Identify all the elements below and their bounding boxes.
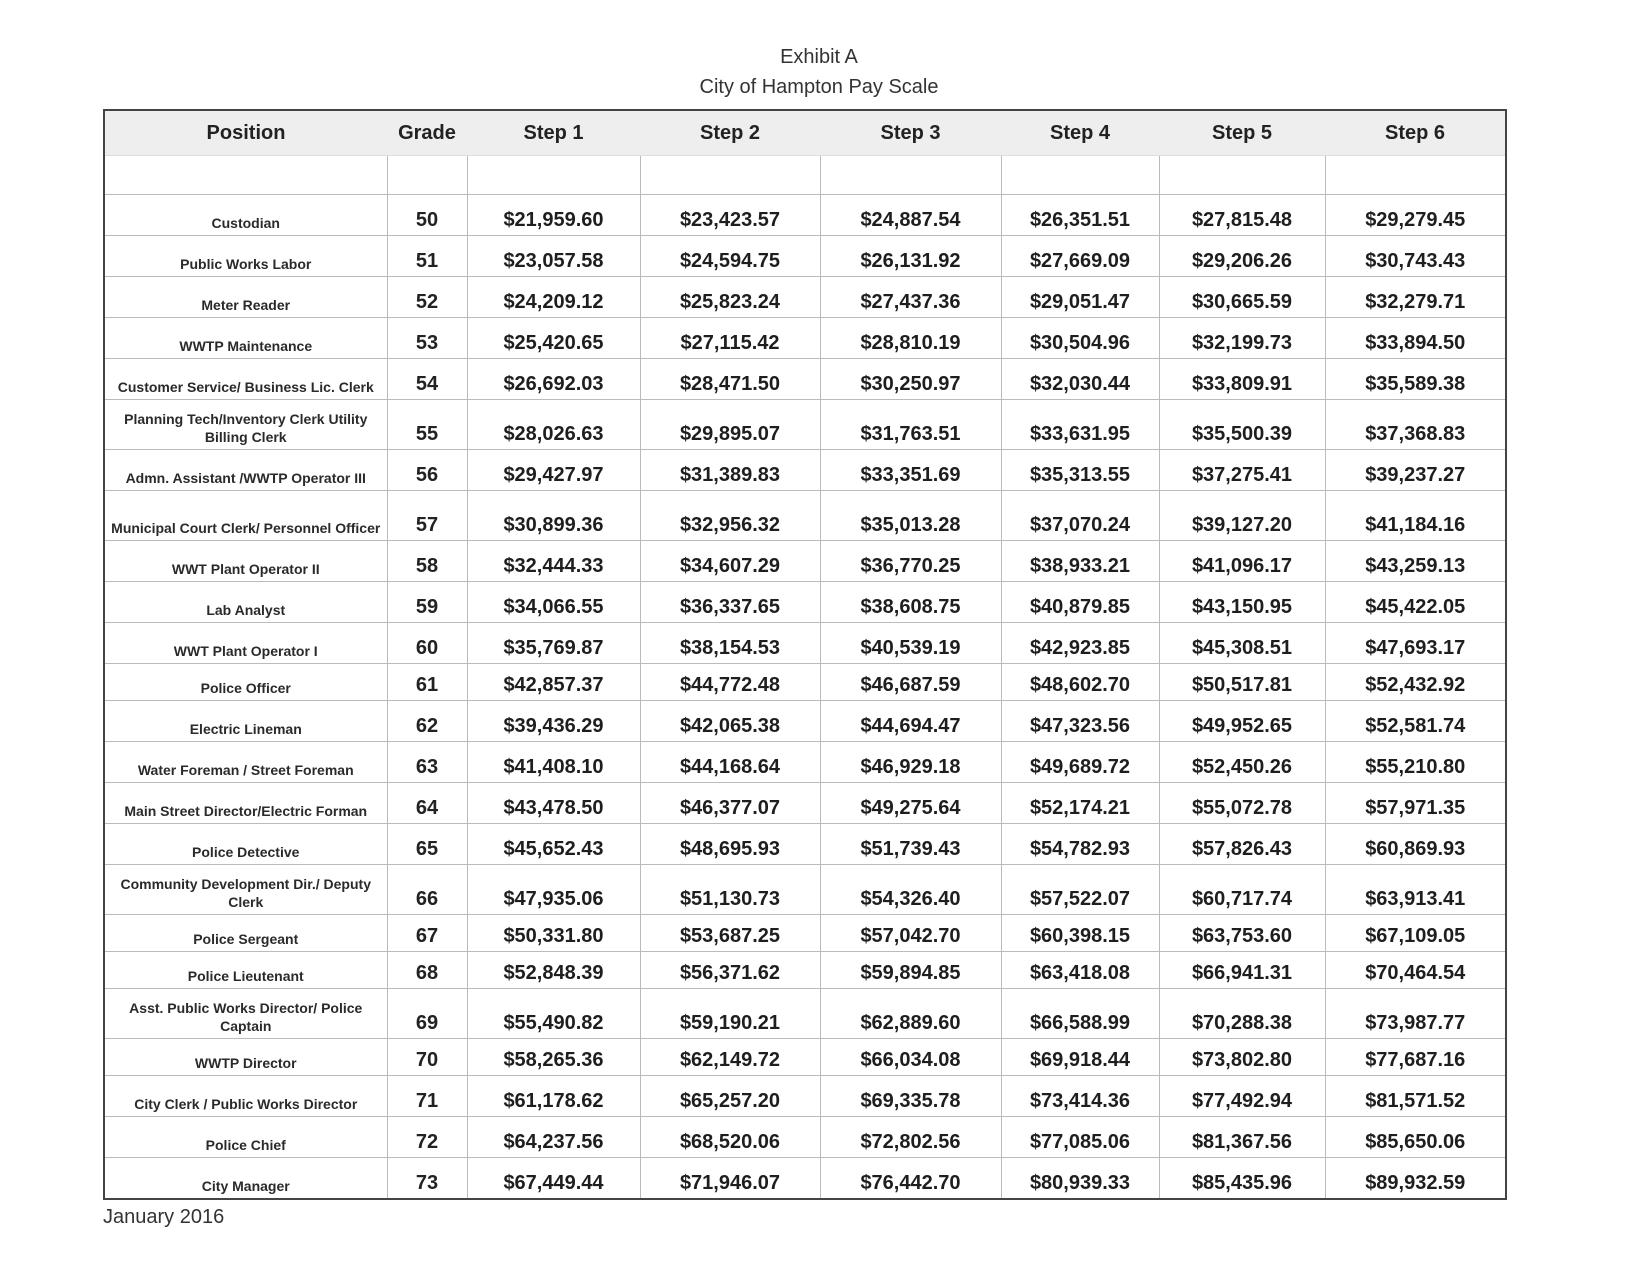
- step-5-salary-cell: $41,096.17: [1159, 541, 1325, 582]
- table-row: [104, 400, 1506, 450]
- position-cell: Lab Analyst: [104, 582, 387, 623]
- table-row: [104, 701, 1506, 742]
- table-row: [104, 915, 1506, 952]
- step-1-salary-cell: $34,066.55: [467, 582, 640, 623]
- grade-cell: 73: [387, 1158, 467, 1200]
- step-5-salary-cell: $77,492.94: [1159, 1076, 1325, 1117]
- step-5-salary-cell: $29,206.26: [1159, 236, 1325, 277]
- position-cell: Police Chief: [104, 1117, 387, 1158]
- grade-cell: 72: [387, 1117, 467, 1158]
- step-6-salary-cell: $70,464.54: [1325, 952, 1506, 989]
- step-6-salary-cell: $89,932.59: [1325, 1158, 1506, 1200]
- table-row: [104, 277, 1506, 318]
- header-row: [104, 110, 1506, 156]
- position-cell: Planning Tech/Inventory Clerk Utility Billing Clerk: [104, 400, 387, 450]
- table-body: [104, 156, 1506, 1200]
- step-6-salary-cell: $41,184.16: [1325, 491, 1506, 541]
- header-step-5: Step 5: [1159, 110, 1325, 156]
- step-3-salary-cell: $69,335.78: [820, 1076, 1001, 1117]
- table-row: [104, 952, 1506, 989]
- step-2-salary-cell: $27,115.42: [640, 318, 820, 359]
- step-1-salary-cell: $24,209.12: [467, 277, 640, 318]
- step-3-salary-cell: $76,442.70: [820, 1158, 1001, 1200]
- step-6-salary-cell: $77,687.16: [1325, 1039, 1506, 1076]
- table-row: [104, 450, 1506, 491]
- step-2-salary-cell: $34,607.29: [640, 541, 820, 582]
- table-row: [104, 582, 1506, 623]
- step-2-salary-cell: $59,190.21: [640, 989, 820, 1039]
- step-4-salary-cell: $35,313.55: [1001, 450, 1159, 491]
- step-2-salary-cell: $46,377.07: [640, 783, 820, 824]
- step-1-salary-cell: $35,769.87: [467, 623, 640, 664]
- step-1-salary-cell: $43,478.50: [467, 783, 640, 824]
- grade-cell: 71: [387, 1076, 467, 1117]
- step-3-salary-cell: $54,326.40: [820, 865, 1001, 915]
- step-1-salary-cell: $42,857.37: [467, 664, 640, 701]
- step-1-salary-cell: $61,178.62: [467, 1076, 640, 1117]
- step-3-salary-cell: $72,802.56: [820, 1117, 1001, 1158]
- step-3-salary-cell: $24,887.54: [820, 195, 1001, 236]
- position-cell: Public Works Labor: [104, 236, 387, 277]
- table-row: [104, 236, 1506, 277]
- header-grade: Grade: [387, 110, 467, 156]
- table-row: [104, 783, 1506, 824]
- position-cell: City Clerk / Public Works Director: [104, 1076, 387, 1117]
- step-6-salary-cell: $45,422.05: [1325, 582, 1506, 623]
- step-1-salary-cell: $32,444.33: [467, 541, 640, 582]
- grade-cell: 68: [387, 952, 467, 989]
- step-3-salary-cell: $62,889.60: [820, 989, 1001, 1039]
- table-row: [104, 1158, 1506, 1200]
- step-6-salary-cell: $35,589.38: [1325, 359, 1506, 400]
- step-2-salary-cell: $51,130.73: [640, 865, 820, 915]
- step-6-salary-cell: $81,571.52: [1325, 1076, 1506, 1117]
- step-6-salary-cell: $30,743.43: [1325, 236, 1506, 277]
- position-cell: WWT Plant Operator I: [104, 623, 387, 664]
- step-5-salary-cell: $32,199.73: [1159, 318, 1325, 359]
- step-2-salary-cell: $42,065.38: [640, 701, 820, 742]
- step-4-salary-cell: $49,689.72: [1001, 742, 1159, 783]
- step-4-salary-cell: $77,085.06: [1001, 1117, 1159, 1158]
- step-1-salary-cell: $58,265.36: [467, 1039, 640, 1076]
- position-cell: Main Street Director/Electric Forman: [104, 783, 387, 824]
- step-5-salary-cell: $73,802.80: [1159, 1039, 1325, 1076]
- grade-cell: 70: [387, 1039, 467, 1076]
- step-3-salary-cell: $26,131.92: [820, 236, 1001, 277]
- step-2-salary-cell: $38,154.53: [640, 623, 820, 664]
- step-2-salary-cell: $71,946.07: [640, 1158, 820, 1200]
- step-2-salary-cell: $44,772.48: [640, 664, 820, 701]
- step-5-salary-cell: $35,500.39: [1159, 400, 1325, 450]
- step-3-salary-cell: $38,608.75: [820, 582, 1001, 623]
- step-2-salary-cell: $32,956.32: [640, 491, 820, 541]
- position-cell: Admn. Assistant /WWTP Operator III: [104, 450, 387, 491]
- table-row: [104, 742, 1506, 783]
- step-4-salary-cell: $48,602.70: [1001, 664, 1159, 701]
- step-4-salary-cell: $80,939.33: [1001, 1158, 1159, 1200]
- step-6-salary-cell: $47,693.17: [1325, 623, 1506, 664]
- step-5-salary-cell: $60,717.74: [1159, 865, 1325, 915]
- step-4-salary-cell: $26,351.51: [1001, 195, 1159, 236]
- step-5-salary-cell: $30,665.59: [1159, 277, 1325, 318]
- step-1-salary-cell: $21,959.60: [467, 195, 640, 236]
- step-1-salary-cell: $29,427.97: [467, 450, 640, 491]
- table-row: [104, 623, 1506, 664]
- table-row: [104, 989, 1506, 1039]
- grade-cell: 64: [387, 783, 467, 824]
- grade-cell: 50: [387, 195, 467, 236]
- grade-cell: 52: [387, 277, 467, 318]
- step-2-salary-cell: $65,257.20: [640, 1076, 820, 1117]
- step-6-salary-cell: $29,279.45: [1325, 195, 1506, 236]
- step-4-salary-cell: $73,414.36: [1001, 1076, 1159, 1117]
- step-4-salary-cell: $32,030.44: [1001, 359, 1159, 400]
- step-5-salary-cell: $57,826.43: [1159, 824, 1325, 865]
- header-position: Position: [104, 110, 387, 156]
- header-step-4: Step 4: [1001, 110, 1159, 156]
- position-cell: Community Development Dir./ Deputy Clerk: [104, 865, 387, 915]
- step-6-salary-cell: $55,210.80: [1325, 742, 1506, 783]
- step-1-salary-cell: $64,237.56: [467, 1117, 640, 1158]
- step-5-salary-cell: $39,127.20: [1159, 491, 1325, 541]
- grade-cell: 60: [387, 623, 467, 664]
- step-5-salary-cell: $45,308.51: [1159, 623, 1325, 664]
- grade-cell: 63: [387, 742, 467, 783]
- table-row: [104, 491, 1506, 541]
- position-cell: Asst. Public Works Director/ Police Captain: [104, 989, 387, 1039]
- step-2-salary-cell: $29,895.07: [640, 400, 820, 450]
- grade-cell: 62: [387, 701, 467, 742]
- position-cell: Police Detective: [104, 824, 387, 865]
- step-1-salary-cell: $28,026.63: [467, 400, 640, 450]
- step-3-salary-cell: $30,250.97: [820, 359, 1001, 400]
- table-row: [104, 318, 1506, 359]
- blank-row: [104, 156, 1506, 195]
- step-4-salary-cell: $66,588.99: [1001, 989, 1159, 1039]
- step-1-salary-cell: $30,899.36: [467, 491, 640, 541]
- position-cell: Water Foreman / Street Foreman: [104, 742, 387, 783]
- step-6-salary-cell: $37,368.83: [1325, 400, 1506, 450]
- step-6-salary-cell: $73,987.77: [1325, 989, 1506, 1039]
- step-5-salary-cell: $55,072.78: [1159, 783, 1325, 824]
- position-cell: WWTP Maintenance: [104, 318, 387, 359]
- grade-cell: 65: [387, 824, 467, 865]
- step-4-salary-cell: $60,398.15: [1001, 915, 1159, 952]
- step-3-salary-cell: $66,034.08: [820, 1039, 1001, 1076]
- step-5-salary-cell: $63,753.60: [1159, 915, 1325, 952]
- position-cell: Police Officer: [104, 664, 387, 701]
- position-cell: Municipal Court Clerk/ Personnel Officer: [104, 491, 387, 541]
- step-2-salary-cell: $31,389.83: [640, 450, 820, 491]
- position-cell: Electric Lineman: [104, 701, 387, 742]
- grade-cell: 57: [387, 491, 467, 541]
- table-row: [104, 824, 1506, 865]
- table-row: [104, 664, 1506, 701]
- step-6-salary-cell: $32,279.71: [1325, 277, 1506, 318]
- step-5-salary-cell: $43,150.95: [1159, 582, 1325, 623]
- step-2-salary-cell: $56,371.62: [640, 952, 820, 989]
- header-step-6: Step 6: [1325, 110, 1506, 156]
- step-4-salary-cell: $47,323.56: [1001, 701, 1159, 742]
- grade-cell: 59: [387, 582, 467, 623]
- step-1-salary-cell: $26,692.03: [467, 359, 640, 400]
- step-6-salary-cell: $67,109.05: [1325, 915, 1506, 952]
- position-cell: City Manager: [104, 1158, 387, 1200]
- step-4-salary-cell: $54,782.93: [1001, 824, 1159, 865]
- header-step-1: Step 1: [467, 110, 640, 156]
- step-6-salary-cell: $60,869.93: [1325, 824, 1506, 865]
- step-2-salary-cell: $36,337.65: [640, 582, 820, 623]
- position-cell: WWTP Director: [104, 1039, 387, 1076]
- step-2-salary-cell: $62,149.72: [640, 1039, 820, 1076]
- step-2-salary-cell: $68,520.06: [640, 1117, 820, 1158]
- table-row: [104, 541, 1506, 582]
- step-1-salary-cell: $23,057.58: [467, 236, 640, 277]
- step-4-salary-cell: $63,418.08: [1001, 952, 1159, 989]
- step-3-salary-cell: $36,770.25: [820, 541, 1001, 582]
- header-step-3: Step 3: [820, 110, 1001, 156]
- table-row: [104, 195, 1506, 236]
- step-4-salary-cell: $29,051.47: [1001, 277, 1159, 318]
- table-row: [104, 1039, 1506, 1076]
- step-5-salary-cell: $49,952.65: [1159, 701, 1325, 742]
- grade-cell: 56: [387, 450, 467, 491]
- step-2-salary-cell: $48,695.93: [640, 824, 820, 865]
- step-1-salary-cell: $45,652.43: [467, 824, 640, 865]
- pay-scale-table: [103, 109, 1507, 1200]
- position-cell: Custodian: [104, 195, 387, 236]
- step-1-salary-cell: $25,420.65: [467, 318, 640, 359]
- step-4-salary-cell: $33,631.95: [1001, 400, 1159, 450]
- grade-cell: 66: [387, 865, 467, 915]
- step-5-salary-cell: $85,435.96: [1159, 1158, 1325, 1200]
- step-2-salary-cell: $44,168.64: [640, 742, 820, 783]
- step-3-salary-cell: $35,013.28: [820, 491, 1001, 541]
- step-4-salary-cell: $30,504.96: [1001, 318, 1159, 359]
- grade-cell: 58: [387, 541, 467, 582]
- header-step-2: Step 2: [640, 110, 820, 156]
- step-6-salary-cell: $85,650.06: [1325, 1117, 1506, 1158]
- step-4-salary-cell: $37,070.24: [1001, 491, 1159, 541]
- grade-cell: 55: [387, 400, 467, 450]
- document-title: Exhibit A: [780, 46, 858, 68]
- step-5-salary-cell: $33,809.91: [1159, 359, 1325, 400]
- step-6-salary-cell: $63,913.41: [1325, 865, 1506, 915]
- step-3-salary-cell: $28,810.19: [820, 318, 1001, 359]
- document-date: January 2016: [103, 1206, 225, 1228]
- step-4-salary-cell: $52,174.21: [1001, 783, 1159, 824]
- step-3-salary-cell: $31,763.51: [820, 400, 1001, 450]
- step-3-salary-cell: $59,894.85: [820, 952, 1001, 989]
- step-4-salary-cell: $27,669.09: [1001, 236, 1159, 277]
- step-5-salary-cell: $52,450.26: [1159, 742, 1325, 783]
- table-row: [104, 1076, 1506, 1117]
- position-cell: Customer Service/ Business Lic. Clerk: [104, 359, 387, 400]
- step-3-salary-cell: $40,539.19: [820, 623, 1001, 664]
- step-6-salary-cell: $57,971.35: [1325, 783, 1506, 824]
- step-1-salary-cell: $41,408.10: [467, 742, 640, 783]
- step-5-salary-cell: $81,367.56: [1159, 1117, 1325, 1158]
- document-subtitle: City of Hampton Pay Scale: [699, 76, 939, 98]
- step-6-salary-cell: $52,581.74: [1325, 701, 1506, 742]
- step-5-salary-cell: $27,815.48: [1159, 195, 1325, 236]
- step-5-salary-cell: $70,288.38: [1159, 989, 1325, 1039]
- position-cell: Police Lieutenant: [104, 952, 387, 989]
- step-4-salary-cell: $69,918.44: [1001, 1039, 1159, 1076]
- step-4-salary-cell: $38,933.21: [1001, 541, 1159, 582]
- table-row: [104, 1117, 1506, 1158]
- step-6-salary-cell: $43,259.13: [1325, 541, 1506, 582]
- step-1-salary-cell: $39,436.29: [467, 701, 640, 742]
- grade-cell: 51: [387, 236, 467, 277]
- step-3-salary-cell: $57,042.70: [820, 915, 1001, 952]
- step-2-salary-cell: $53,687.25: [640, 915, 820, 952]
- step-3-salary-cell: $33,351.69: [820, 450, 1001, 491]
- position-cell: Police Sergeant: [104, 915, 387, 952]
- step-3-salary-cell: $49,275.64: [820, 783, 1001, 824]
- step-1-salary-cell: $55,490.82: [467, 989, 640, 1039]
- grade-cell: 61: [387, 664, 467, 701]
- step-3-salary-cell: $46,687.59: [820, 664, 1001, 701]
- step-5-salary-cell: $66,941.31: [1159, 952, 1325, 989]
- step-4-salary-cell: $57,522.07: [1001, 865, 1159, 915]
- step-1-salary-cell: $52,848.39: [467, 952, 640, 989]
- step-6-salary-cell: $52,432.92: [1325, 664, 1506, 701]
- step-5-salary-cell: $50,517.81: [1159, 664, 1325, 701]
- step-2-salary-cell: $23,423.57: [640, 195, 820, 236]
- step-3-salary-cell: $46,929.18: [820, 742, 1001, 783]
- grade-cell: 54: [387, 359, 467, 400]
- step-5-salary-cell: $37,275.41: [1159, 450, 1325, 491]
- step-1-salary-cell: $47,935.06: [467, 865, 640, 915]
- position-cell: WWT Plant Operator II: [104, 541, 387, 582]
- grade-cell: 69: [387, 989, 467, 1039]
- step-1-salary-cell: $50,331.80: [467, 915, 640, 952]
- step-3-salary-cell: $44,694.47: [820, 701, 1001, 742]
- step-2-salary-cell: $28,471.50: [640, 359, 820, 400]
- table-row: [104, 359, 1506, 400]
- step-4-salary-cell: $40,879.85: [1001, 582, 1159, 623]
- table-row: [104, 865, 1506, 915]
- step-3-salary-cell: $51,739.43: [820, 824, 1001, 865]
- step-2-salary-cell: $24,594.75: [640, 236, 820, 277]
- grade-cell: 53: [387, 318, 467, 359]
- step-6-salary-cell: $33,894.50: [1325, 318, 1506, 359]
- step-2-salary-cell: $25,823.24: [640, 277, 820, 318]
- step-3-salary-cell: $27,437.36: [820, 277, 1001, 318]
- step-6-salary-cell: $39,237.27: [1325, 450, 1506, 491]
- grade-cell: 67: [387, 915, 467, 952]
- step-1-salary-cell: $67,449.44: [467, 1158, 640, 1200]
- position-cell: Meter Reader: [104, 277, 387, 318]
- step-4-salary-cell: $42,923.85: [1001, 623, 1159, 664]
